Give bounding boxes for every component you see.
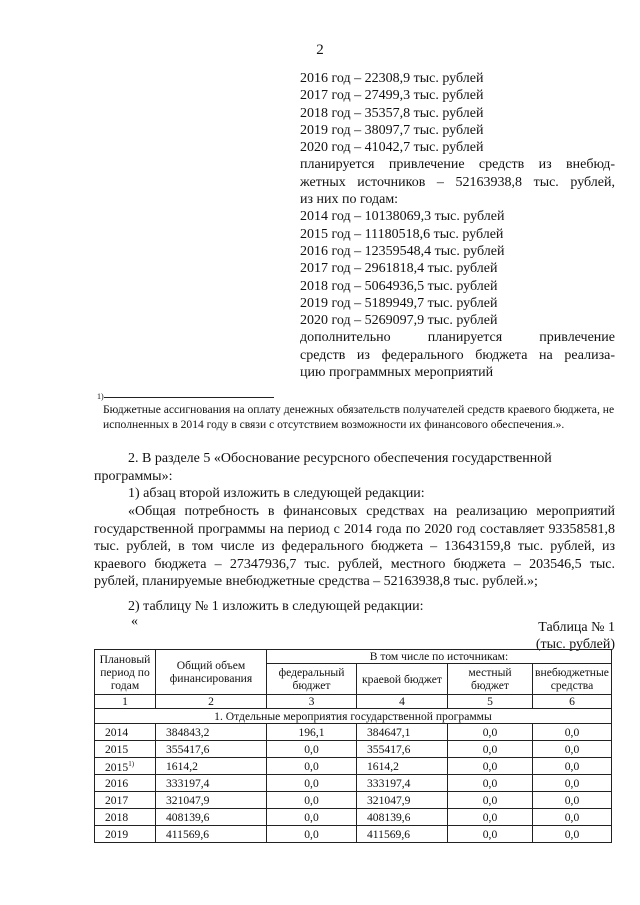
- table-row: [95, 792, 612, 809]
- quoted-paragraph: «Общая потребность в финансовых средствах на реализацию мероприятий государственной программы на период с 2014 года по 2020 год составляет 93358581,8 тыс. рублей, в том числе из федерального бюджета – 13643159,8 тыс. рублей, из краевого бюджета – 27347936,7 тыс. рублей, местного бюджета – 203546,5 тыс. рублей, планируемые внебюджетные средства – 52163938,8 тыс. рублей.»;: [94, 504, 615, 589]
- paragraph-line: дополнительно планируется привлечение: [300, 330, 615, 346]
- table-title: Таблица № 1: [538, 620, 615, 635]
- federal-cell: 0,0: [267, 775, 357, 792]
- header-period: Плановый период по годам: [95, 650, 156, 695]
- year-cell: 2018: [95, 809, 156, 826]
- year-cell: 2016: [95, 775, 156, 792]
- section-heading: 2. В разделе 5 «Обоснование ресурсного обеспечения государственной программы»:: [94, 451, 552, 484]
- extra-cell: 0,0: [533, 775, 612, 792]
- item-2: 2) таблицу № 1 изложить в следующей редакции:: [128, 599, 424, 614]
- paragraph-line: жетных источников – 52163938,8 тыс. рублей,: [300, 174, 615, 190]
- federal-cell: 0,0: [267, 792, 357, 809]
- year-cell: 2017: [95, 792, 156, 809]
- local-cell: 0,0: [448, 775, 533, 792]
- paragraph-line: средств из федерального бюджета на реализа-: [300, 347, 615, 363]
- header-local: местный бюджет: [448, 664, 533, 695]
- total-cell: 355417,6: [156, 741, 267, 758]
- year-line: 2019 год – 38097,7 тыс. рублей: [300, 122, 484, 138]
- extra-cell: 0,0: [533, 758, 612, 775]
- total-cell: 408139,6: [156, 809, 267, 826]
- total-cell: 1614,2: [156, 758, 267, 775]
- extra-cell: 0,0: [533, 724, 612, 741]
- column-number: 4: [357, 695, 448, 709]
- table-row: [95, 758, 612, 775]
- table-unit: (тыс. рублей): [535, 637, 615, 652]
- year-cell: 2015$^{1)}$: [95, 758, 156, 775]
- item-1: 1) абзац второй изложить в следующей редакции:: [128, 486, 425, 501]
- header-federal: федеральный бюджет: [267, 664, 357, 695]
- regional-cell: 408139,6: [357, 809, 448, 826]
- funding-table: [94, 649, 612, 843]
- table-row: [95, 724, 612, 741]
- footnote-mark: 1): [97, 392, 104, 401]
- year-line: 2016 год – 12359548,4 тыс. рублей: [300, 243, 505, 259]
- header-regional: краевой бюджет: [357, 664, 448, 695]
- footnote-text: Бюджетные ассигнования на оплату денежных обязательств получателей средств краевого бюджета, не исполненных в 2014 году в связи с отсутствием возможности их финансового обеспечения.».: [103, 403, 615, 431]
- local-cell: 0,0: [448, 724, 533, 741]
- year-line: 2018 год – 35357,8 тыс. рублей: [300, 105, 484, 121]
- table-caption: [536, 619, 615, 653]
- year-line: 2017 год – 2961818,4 тыс. рублей: [300, 261, 498, 277]
- year-line: 2018 год – 5064936,5 тыс. рублей: [300, 278, 498, 294]
- table-row: [95, 741, 612, 758]
- regional-cell: 384647,1: [357, 724, 448, 741]
- funding-by-year-column: [300, 70, 615, 381]
- local-cell: 0,0: [448, 809, 533, 826]
- regional-cell: 355417,6: [357, 741, 448, 758]
- regional-cell: 321047,9: [357, 792, 448, 809]
- federal-cell: 0,0: [267, 758, 357, 775]
- year-cell: 2015: [95, 741, 156, 758]
- regional-cell: 1614,2: [357, 758, 448, 775]
- total-cell: 384843,2: [156, 724, 267, 741]
- footnote-divider: [104, 397, 274, 398]
- year-line: 2014 год – 10138069,3 тыс. рублей: [300, 209, 505, 225]
- federal-cell: 196,1: [267, 724, 357, 741]
- column-number: 1: [95, 695, 156, 709]
- table-row: [95, 775, 612, 792]
- page-number: 2: [316, 42, 324, 58]
- local-cell: 0,0: [448, 758, 533, 775]
- year-cell: 2019: [95, 826, 156, 843]
- total-cell: 333197,4: [156, 775, 267, 792]
- column-number: 5: [448, 695, 533, 709]
- year-cell: 2014: [95, 724, 156, 741]
- column-number: 6: [533, 695, 612, 709]
- header-total: Общий объем финансирования: [156, 650, 267, 695]
- extra-cell: 0,0: [533, 741, 612, 758]
- paragraph-line: цию программных мероприятий: [300, 365, 494, 381]
- year-line: 2020 год – 5269097,9 тыс. рублей: [300, 313, 498, 329]
- paragraph-line: из них по годам:: [300, 192, 399, 208]
- local-cell: 0,0: [448, 826, 533, 843]
- federal-cell: 0,0: [267, 741, 357, 758]
- total-cell: 321047,9: [156, 792, 267, 809]
- column-number: 3: [267, 695, 357, 709]
- regional-cell: 411569,6: [357, 826, 448, 843]
- local-cell: 0,0: [448, 792, 533, 809]
- year-line: 2019 год – 5189949,7 тыс. рублей: [300, 295, 498, 311]
- federal-cell: 0,0: [267, 826, 357, 843]
- extra-cell: 0,0: [533, 792, 612, 809]
- quote-open: «: [131, 614, 138, 629]
- footnote-ref: 1): [128, 760, 135, 769]
- regional-cell: 333197,4: [357, 775, 448, 792]
- table-row: [95, 826, 612, 843]
- extra-cell: 0,0: [533, 826, 612, 843]
- header-including: В том числе по источникам:: [267, 650, 612, 664]
- extra-cell: 0,0: [533, 809, 612, 826]
- year-line: 2017 год – 27499,3 тыс. рублей: [300, 88, 484, 104]
- year-line: 2020 год – 41042,7 тыс. рублей: [300, 140, 484, 156]
- year-line: 2016 год – 22308,9 тыс. рублей: [300, 71, 484, 86]
- year-line: 2015 год – 11180518,6 тыс. рублей: [300, 226, 504, 242]
- table-row: [95, 809, 612, 826]
- header-extra: внебюджетные средства: [533, 664, 612, 695]
- local-cell: 0,0: [448, 741, 533, 758]
- federal-cell: 0,0: [267, 809, 357, 826]
- column-number: 2: [156, 695, 267, 709]
- section-title-row: 1. Отдельные мероприятия государственной программы: [95, 709, 612, 724]
- total-cell: 411569,6: [156, 826, 267, 843]
- paragraph-line: планируется привлечение средств из внебюд-: [300, 157, 615, 173]
